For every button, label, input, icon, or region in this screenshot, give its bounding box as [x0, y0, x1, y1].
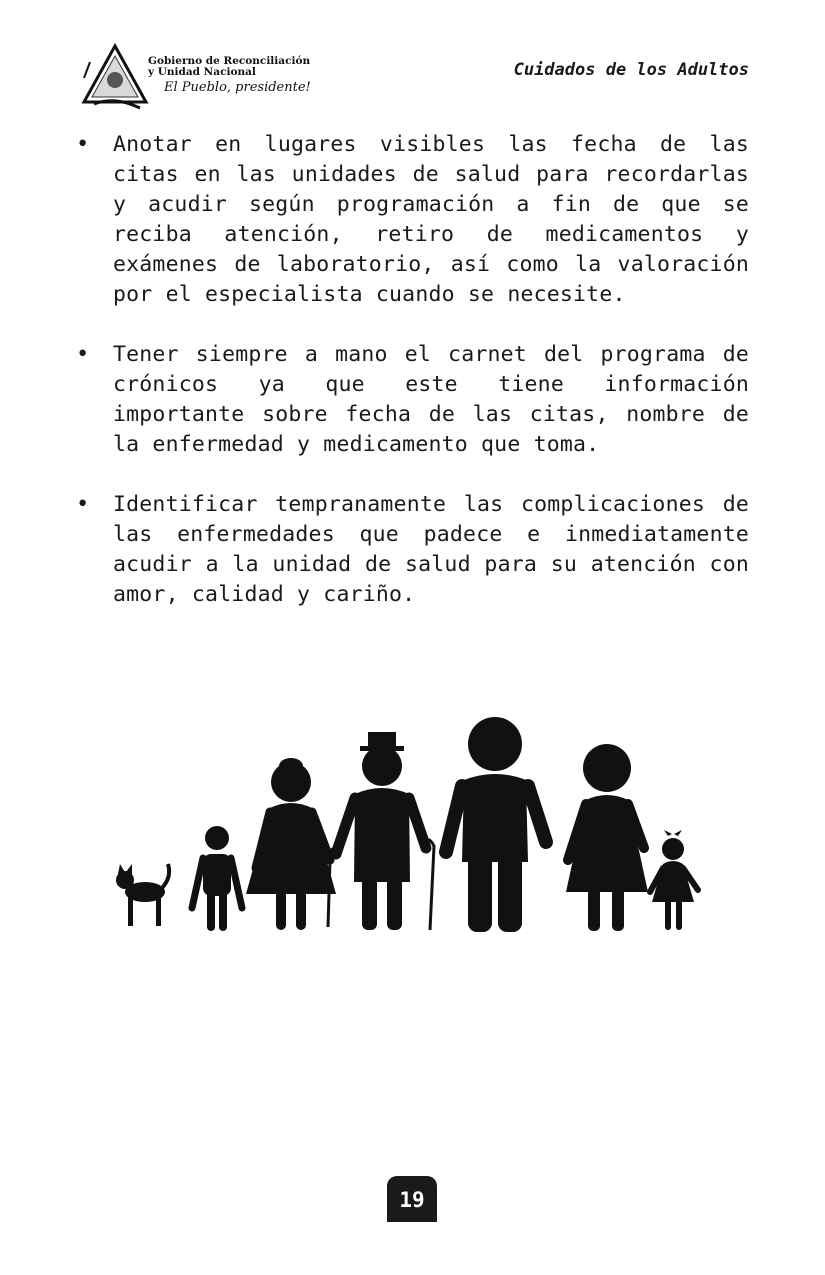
page-header [0, 0, 825, 115]
family-silhouettes-icon [110, 712, 710, 937]
organization-name: Gobierno de Reconciliación y Unidad Nacional [148, 55, 311, 78]
bullet-marker: • [76, 342, 90, 367]
dog-icon [116, 864, 169, 926]
bullet-marker: • [76, 492, 90, 517]
father-icon [446, 717, 546, 932]
list-item [76, 490, 749, 610]
bullet-list [76, 130, 749, 610]
triangle-emblem-icon [80, 42, 150, 110]
page-number: 19 [387, 1176, 437, 1222]
document-title: Cuidados de los Adultos [513, 60, 749, 80]
mother-icon [566, 744, 648, 931]
family-illustration [110, 712, 710, 937]
child-boy-icon [192, 826, 242, 931]
child-girl-icon [650, 830, 698, 930]
government-logo [80, 42, 310, 110]
main-content [76, 130, 749, 640]
list-item [76, 130, 749, 310]
list-item-text: Identificar tempranamente las complicaciones de las enfermedades que padece e inmediatamente acudir a la unidad de salud para su atención con amor, calidad y cariño. [113, 492, 749, 607]
grandfather-icon [328, 732, 434, 930]
list-item [76, 340, 749, 460]
slogan: El Pueblo, presidente! [164, 80, 311, 95]
list-item-text: Tener siempre a mano el carnet del programa de crónicos ya que este tiene información importante sobre fecha de las citas, nombre de la enfermedad y medicamento que toma. [113, 342, 749, 457]
bullet-marker: • [76, 132, 90, 157]
list-item-text: Anotar en lugares visibles las fecha de las citas en las unidades de salud para recordarlas y acudir según programación a fin de que se reciba atención, retiro de medicamentos y exámenes de laboratorio, así como la valoración por el especialista cuando se necesite. [113, 132, 749, 307]
grandmother-icon [246, 758, 336, 930]
